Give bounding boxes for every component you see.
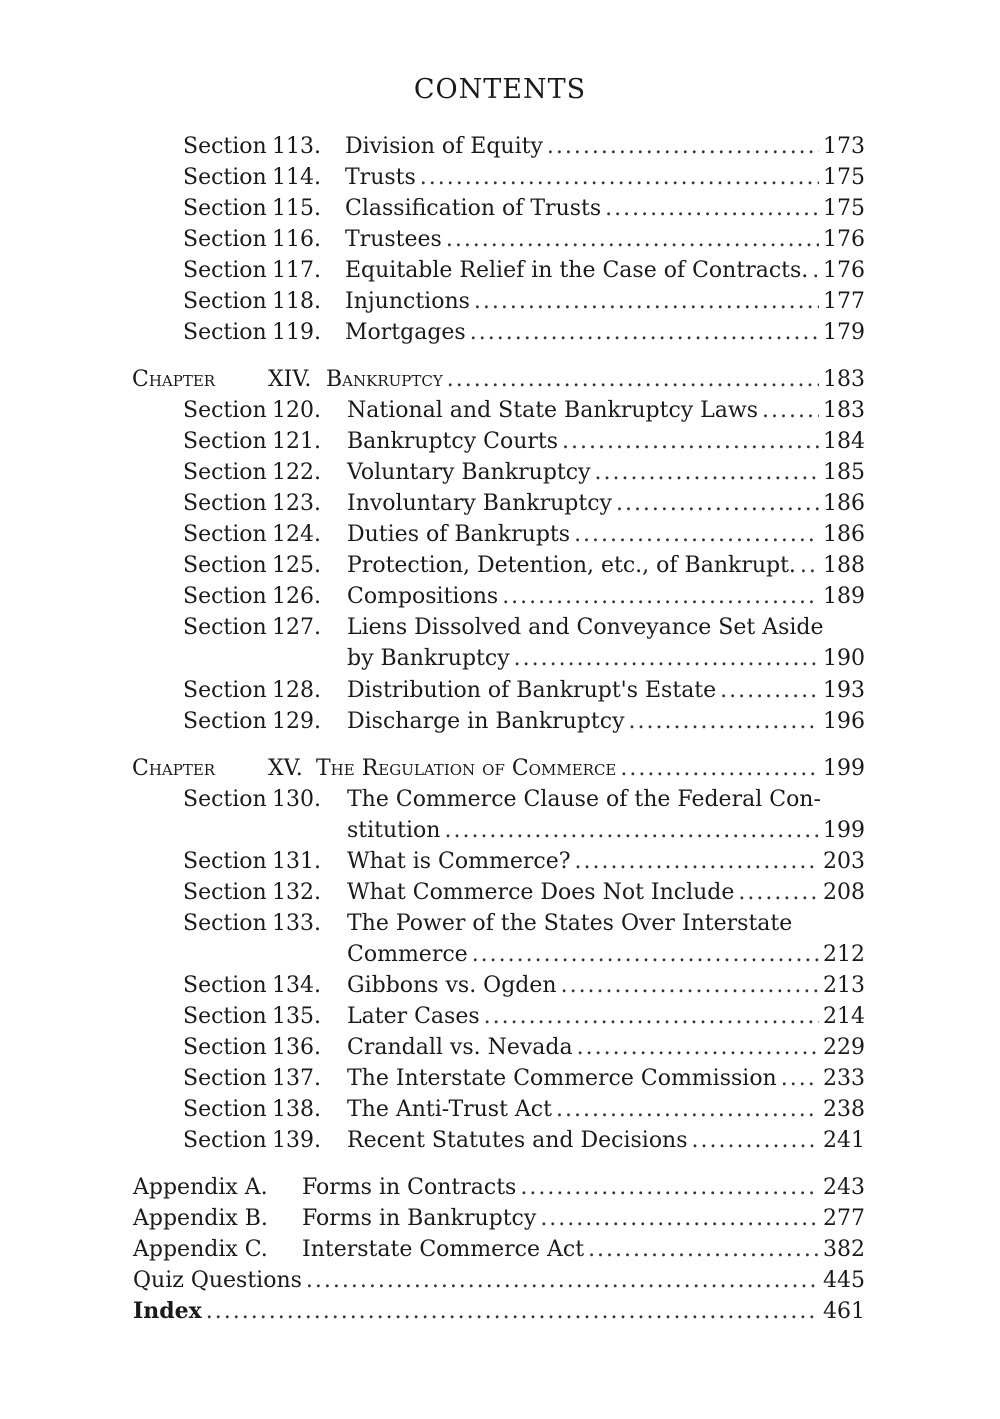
section-number: 113.	[272, 134, 321, 159]
section-number: 132.	[272, 880, 321, 905]
dot-leader	[616, 488, 819, 519]
toc-entry-continuation[interactable]	[0, 643, 1000, 674]
entry-title: Crandall vs. Nevada	[347, 1035, 573, 1060]
section-label: Section	[183, 258, 267, 283]
dot-leader	[738, 877, 819, 908]
page-number: 212	[823, 942, 865, 967]
dot-leader	[800, 550, 819, 581]
dot-leader	[562, 426, 819, 457]
toc-entry[interactable]	[0, 162, 1000, 193]
page-number: 199	[823, 756, 865, 781]
dot-leader	[561, 970, 819, 1001]
page-number: 175	[823, 196, 865, 221]
section-number: 124.	[272, 522, 321, 547]
page-number: 208	[823, 880, 865, 905]
appendix-entry[interactable]	[0, 1234, 1000, 1265]
entry-title: Gibbons vs. Ogden	[347, 973, 557, 998]
toc-entry[interactable]	[0, 1032, 1000, 1063]
section-label: Section	[183, 320, 267, 345]
section-number: 130.	[272, 787, 321, 812]
section-label: Section	[183, 522, 267, 547]
section-number: 135.	[272, 1004, 321, 1029]
dot-leader	[762, 395, 819, 426]
section-number: 120.	[272, 398, 321, 423]
page-number: 185	[823, 460, 865, 485]
toc-entry[interactable]	[0, 1094, 1000, 1125]
entry-title: Involuntary Bankruptcy	[347, 491, 612, 516]
entry-title: Division of Equity	[345, 134, 543, 159]
toc-entry[interactable]	[0, 675, 1000, 706]
section-number: 118.	[272, 289, 321, 314]
entry-title: Interstate Commerce Act	[302, 1237, 585, 1262]
entry-title: Recent Statutes and Decisions	[347, 1128, 688, 1153]
appendix-label: Appendix C.	[133, 1237, 268, 1262]
page-number: 213	[823, 973, 865, 998]
section-label: Section	[183, 973, 267, 998]
chapter-number: XV.	[268, 756, 303, 781]
section-label: Section	[183, 880, 267, 905]
dot-leader	[420, 162, 819, 193]
section-label: Section	[183, 1128, 267, 1153]
page-number: 193	[823, 678, 865, 703]
page-number: 183	[823, 398, 865, 423]
section-number: 115.	[272, 196, 321, 221]
entry-title-line2: Commerce	[347, 942, 468, 967]
section-number: 129.	[272, 709, 321, 734]
toc-entry[interactable]	[0, 1001, 1000, 1032]
section-number: 122.	[272, 460, 321, 485]
toc-entry[interactable]	[0, 706, 1000, 737]
section-label: Section	[183, 491, 267, 516]
toc-entry[interactable]	[0, 193, 1000, 224]
chapter-heading[interactable]	[0, 753, 1000, 784]
toc-entry[interactable]	[0, 550, 1000, 581]
toc-entry[interactable]	[0, 784, 1000, 815]
entry-title: Compositions	[347, 584, 499, 609]
entry-title-line1: The Power of the States Over Interstate	[347, 911, 793, 936]
toc-entry[interactable]	[0, 612, 1000, 643]
section-label: Section	[183, 1066, 267, 1091]
toc-entry[interactable]	[0, 877, 1000, 908]
section-number: 114.	[272, 165, 321, 190]
entry-title-line2: by Bankruptcy	[347, 646, 510, 671]
section-label: Section	[183, 134, 267, 159]
entry-title: National and State Bankruptcy Laws	[347, 398, 759, 423]
entry-title: What is Commerce?	[347, 849, 571, 874]
toc-entry[interactable]	[0, 131, 1000, 162]
toc-entry[interactable]	[0, 908, 1000, 939]
toc-entry[interactable]	[0, 255, 1000, 286]
chapter-number: XIV.	[268, 367, 312, 392]
page-number: 186	[823, 522, 865, 547]
toc-entry[interactable]	[0, 581, 1000, 612]
entry-title: Injunctions	[345, 289, 470, 314]
section-label: Section	[183, 709, 267, 734]
dot-leader	[629, 706, 819, 737]
dot-leader	[306, 1265, 819, 1296]
page-number: 382	[823, 1237, 865, 1262]
page-number: 179	[823, 320, 865, 345]
section-number: 138.	[272, 1097, 321, 1122]
page-number: 196	[823, 709, 865, 734]
entry-title: Later Cases	[347, 1004, 480, 1029]
dot-leader	[447, 364, 819, 395]
page-number: 175	[823, 165, 865, 190]
dot-leader	[577, 1032, 819, 1063]
page-number: 243	[823, 1175, 865, 1200]
dot-leader	[502, 581, 819, 612]
toc-entry[interactable]	[0, 457, 1000, 488]
section-number: 133.	[272, 911, 321, 936]
quiz-entry[interactable]	[0, 1265, 1000, 1296]
page-number: 186	[823, 491, 865, 516]
section-label: Section	[183, 165, 267, 190]
section-label: Section	[183, 584, 267, 609]
entry-title: Duties of Bankrupts	[347, 522, 571, 547]
section-label: Section	[183, 615, 267, 640]
entry-title: Forms in Bankruptcy	[302, 1206, 537, 1231]
toc-entry-continuation[interactable]	[0, 815, 1000, 846]
toc-entry[interactable]	[0, 970, 1000, 1001]
appendix-entry[interactable]	[0, 1203, 1000, 1234]
toc-entry[interactable]	[0, 519, 1000, 550]
page-number: 183	[823, 367, 865, 392]
section-label: Section	[183, 911, 267, 936]
toc-entry[interactable]	[0, 317, 1000, 348]
dot-leader	[474, 286, 819, 317]
section-label: Section	[183, 227, 267, 252]
chapter-title: Bankruptcy	[326, 367, 443, 392]
toc-entry[interactable]	[0, 488, 1000, 519]
page-number: 241	[823, 1128, 865, 1153]
entry-title: Trusts	[345, 165, 416, 190]
dot-leader	[206, 1296, 819, 1327]
dot-leader	[588, 1234, 819, 1265]
page-number: 199	[823, 818, 865, 843]
toc-entry-continuation[interactable]	[0, 939, 1000, 970]
section-number: 128.	[272, 678, 321, 703]
section-number: 125.	[272, 553, 321, 578]
section-number: 126.	[272, 584, 321, 609]
section-number: 117.	[272, 258, 321, 283]
entry-title: Mortgages	[345, 320, 466, 345]
section-number: 116.	[272, 227, 321, 252]
section-number: 137.	[272, 1066, 321, 1091]
dot-leader	[472, 939, 819, 970]
entry-title: Forms in Contracts	[302, 1175, 517, 1200]
entry-title: Equitable Relief in the Case of Contracts.	[345, 258, 809, 283]
section-label: Section	[183, 678, 267, 703]
dot-leader	[547, 131, 819, 162]
page-number: 214	[823, 1004, 865, 1029]
entry-title: The Anti-Trust Act	[347, 1097, 552, 1122]
section-number: 119.	[272, 320, 321, 345]
entry-title-line1: The Commerce Clause of the Federal Con-	[347, 787, 821, 812]
entry-title: Distribution of Bankrupt's Estate	[347, 678, 717, 703]
dot-leader	[605, 193, 819, 224]
section-number: 131.	[272, 849, 321, 874]
toc-entry[interactable]	[0, 395, 1000, 426]
page-number: 203	[823, 849, 865, 874]
dot-leader	[540, 1203, 819, 1234]
toc-entry[interactable]	[0, 286, 1000, 317]
toc-entry[interactable]	[0, 1063, 1000, 1094]
page-number: 176	[823, 227, 865, 252]
toc-entry[interactable]	[0, 224, 1000, 255]
entry-title: Quiz Questions	[133, 1268, 302, 1293]
page-number: 277	[823, 1206, 865, 1231]
section-number: 123.	[272, 491, 321, 516]
toc-entry[interactable]	[0, 846, 1000, 877]
dot-leader	[520, 1172, 819, 1203]
page-number: 177	[823, 289, 865, 314]
dot-leader	[556, 1094, 819, 1125]
dot-leader	[720, 675, 819, 706]
dot-leader	[446, 224, 819, 255]
page-number: 233	[823, 1066, 865, 1091]
dot-leader	[575, 846, 819, 877]
section-label: Section	[183, 553, 267, 578]
page-number: 176	[823, 258, 865, 283]
section-label: Section	[183, 460, 267, 485]
dot-leader	[470, 317, 819, 348]
toc-entry[interactable]	[0, 426, 1000, 457]
appendix-label: Appendix B.	[133, 1206, 268, 1231]
section-label: Section	[183, 398, 267, 423]
section-number: 136.	[272, 1035, 321, 1060]
entry-title: What Commerce Does Not Include	[347, 880, 735, 905]
entry-title: The Interstate Commerce Commission	[347, 1066, 777, 1091]
section-label: Section	[183, 787, 267, 812]
entry-title: Protection, Detention, etc., of Bankrupt.	[347, 553, 796, 578]
dot-leader	[444, 815, 819, 846]
section-label: Section	[183, 1097, 267, 1122]
dot-leader	[574, 519, 819, 550]
page-number: 184	[823, 429, 865, 454]
entry-title-line1: Liens Dissolved and Conveyance Set Aside	[347, 615, 824, 640]
chapter-title: The Regulation of Commerce	[316, 756, 617, 781]
page-title: CONTENTS	[413, 74, 587, 105]
page-number: 190	[823, 646, 865, 671]
entry-title: Index	[133, 1298, 202, 1324]
entry-title: Trustees	[345, 227, 442, 252]
dot-leader	[692, 1125, 819, 1156]
index-entry[interactable]	[0, 1296, 1000, 1327]
page-number: 445	[823, 1268, 865, 1293]
entry-title: Classification of Trusts	[345, 196, 602, 221]
section-label: Section	[183, 429, 267, 454]
page-number: 173	[823, 134, 865, 159]
section-number: 121.	[272, 429, 321, 454]
toc-entry[interactable]	[0, 1125, 1000, 1156]
page-number: 189	[823, 584, 865, 609]
page-number: 238	[823, 1097, 865, 1122]
entry-title-line2: stitution	[347, 818, 441, 843]
page-number: 188	[823, 553, 865, 578]
dot-leader	[514, 643, 819, 674]
appendix-entry[interactable]	[0, 1172, 1000, 1203]
section-label: Section	[183, 289, 267, 314]
section-label: Section	[183, 1004, 267, 1029]
section-label: Section	[183, 849, 267, 874]
dot-leader	[781, 1063, 819, 1094]
chapter-heading[interactable]	[0, 364, 1000, 395]
dot-leader	[484, 1001, 819, 1032]
entry-title: Bankruptcy Courts	[347, 429, 559, 454]
chapter-label: Chapter	[132, 756, 216, 781]
entry-title: Discharge in Bankruptcy	[347, 709, 625, 734]
page-number: 229	[823, 1035, 865, 1060]
dot-leader	[812, 255, 819, 286]
section-number: 139.	[272, 1128, 321, 1153]
section-number: 127.	[272, 615, 321, 640]
section-number: 134.	[272, 973, 321, 998]
section-label: Section	[183, 196, 267, 221]
chapter-label: Chapter	[132, 367, 216, 392]
appendix-label: Appendix A.	[133, 1175, 268, 1200]
page-number: 461	[823, 1299, 865, 1324]
dot-leader	[620, 753, 819, 784]
section-label: Section	[183, 1035, 267, 1060]
dot-leader	[595, 457, 819, 488]
entry-title: Voluntary Bankruptcy	[347, 460, 591, 485]
